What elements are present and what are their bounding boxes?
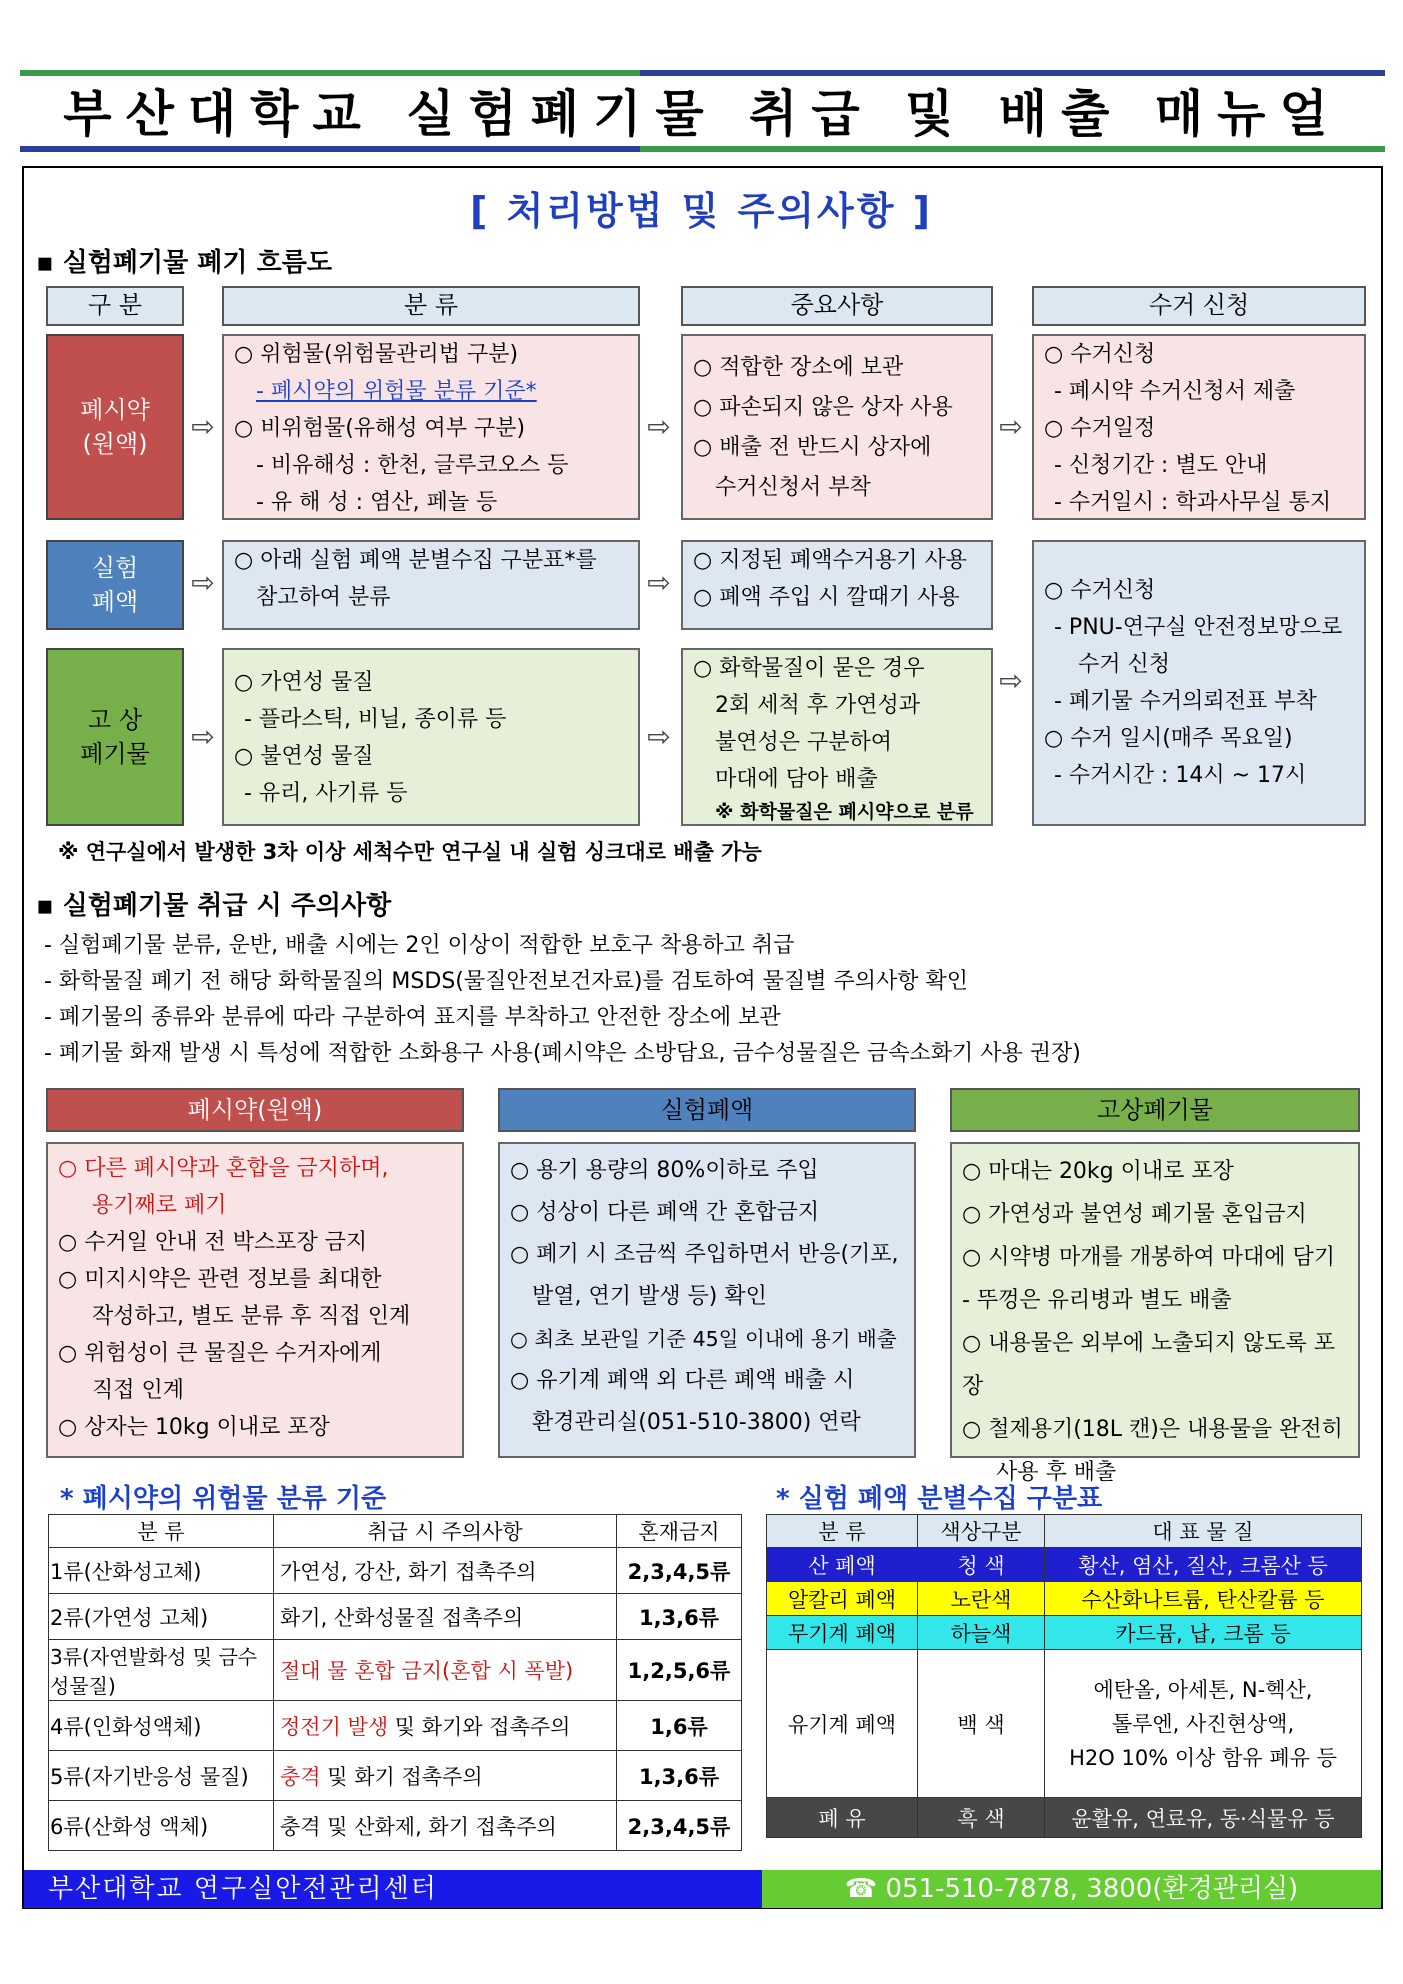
table-row: 4류(인화성액체) 정전기 발생 및 화기와 접촉주의 1,6류 bbox=[49, 1701, 742, 1751]
caution-item: - 폐기물 화재 발생 시 특성에 적합한 소화용구 사용(폐시약은 소방담요, 금수성물질은 금속소화기 사용 권장) bbox=[44, 1041, 1081, 1066]
category-reagent: 폐시약 (원액) bbox=[46, 334, 184, 520]
class-box-reagent: ○ 위험물(위험물관리법 구분) - 폐시약의 위험물 분류 기준* ○ 비위험물(유해성 여부 구분) - 비유해성 : 한천, 글루코오스 등 - 유 해 성 : 염산, 페놀 등 bbox=[222, 334, 640, 520]
card-body-solid: ○ 마대는 20kg 이내로 포장 ○ 가연성과 불연성 폐기물 혼입금지 ○ 시약병 마개를 개봉하여 마대에 담기 - 뚜껑은 유리병과 별도 배출 ○ 내용물은 외부에 노출되지 않도록 포장 ○ 철제용기(18L 캔)은 내용물을 완전히 사용 후 배출 bbox=[950, 1142, 1360, 1458]
waste-table-heading: * 실험 폐액 분별수집 구분표 bbox=[776, 1484, 1103, 1514]
important-box-liquid: ○ 지정된 폐액수거용기 사용 ○ 폐액 주입 시 깔때기 사용 bbox=[681, 540, 993, 630]
table-row: 알칼리 폐액 노란색 수산화나트륨, 탄산칼륨 등 bbox=[767, 1582, 1362, 1616]
footer-right bbox=[762, 1870, 1381, 1908]
arrow-icon: ⇨ bbox=[191, 410, 215, 443]
collect-box-shared: ○ 수거신청 - PNU-연구실 안전정보망으로 수거 신청 - 폐기물 수거의뢰전표 부착 ○ 수거 일시(매주 목요일) - 수거시간 : 14시 ~ 17시 bbox=[1032, 540, 1366, 826]
caution-list bbox=[44, 928, 1374, 1072]
arrow-icon: ⇨ bbox=[191, 566, 215, 599]
table-row: 1류(산화성고체) 가연성, 강산, 화기 접촉주의 2,3,4,5류 bbox=[49, 1548, 742, 1594]
arrow-icon: ⇨ bbox=[999, 410, 1023, 443]
caution-item: - 폐기물의 종류와 분류에 따라 구분하여 표지를 부착하고 안전한 장소에 보관 bbox=[44, 1005, 781, 1030]
card-title-reagent: 폐시약(원액) bbox=[46, 1088, 464, 1132]
header-important: 중요사항 bbox=[681, 286, 993, 326]
card-title-liquid: 실험폐액 bbox=[498, 1088, 916, 1132]
card-body-liquid: ○ 용기 용량의 80%이하로 주입 ○ 성상이 다른 폐액 간 혼합금지 ○ 폐기 시 조금씩 주입하면서 반응(기포, 발열, 연기 발생 등) 확인 ○ 최초 보관일 기준 45일 이내에 용기 배출 ○ 유기계 폐액 외 다른 폐액 배출 시 환경관리실(051-510-3800) 연락 bbox=[498, 1142, 916, 1458]
bottom-title-bar-green bbox=[640, 146, 1385, 152]
class-box-solid: ○ 가연성 물질 - 플라스틱, 비닐, 종이류 등 ○ 불연성 물질 - 유리, 사기류 등 bbox=[222, 648, 640, 826]
hazard-table-heading: * 폐시약의 위험물 분류 기준 bbox=[60, 1484, 387, 1514]
table-row: 무기계 폐액 하늘색 카드뮴, 납, 크롬 등 bbox=[767, 1616, 1362, 1650]
arrow-icon: ⇨ bbox=[647, 566, 671, 599]
table-row: 3류(자연발화성 및 금수성물질) 절대 물 혼합 금지(혼합 시 폭발) 1,2,5,6류 bbox=[49, 1640, 742, 1701]
flow-note: ※ 연구실에서 발생한 3차 이상 세척수만 연구실 내 실험 싱크대로 배출 가능 bbox=[58, 840, 762, 864]
card-title-solid: 고상폐기물 bbox=[950, 1088, 1360, 1132]
category-solid-waste: 고 상 폐기물 bbox=[46, 648, 184, 826]
category-liquid-waste: 실험 폐액 bbox=[46, 540, 184, 630]
top-bar-blue bbox=[640, 70, 1385, 76]
arrow-icon: ⇨ bbox=[191, 720, 215, 753]
class-box-liquid: ○ 아래 실험 폐액 분별수집 구분표*를 참고하여 분류 bbox=[222, 540, 640, 630]
phone-contact: ☎ 051-510-7878, 3800(환경관리실) bbox=[844, 1874, 1299, 1904]
table-row: 폐 유 흑 색 윤활유, 연료유, 동·식물유 등 bbox=[767, 1798, 1362, 1838]
header-category: 구 분 bbox=[46, 286, 184, 326]
card-body-reagent: ○ 다른 폐시약과 혼합을 금지하며, 용기째로 폐기 ○ 수거일 안내 전 박스포장 금지 ○ 미지시약은 관련 정보를 최대한 작성하고, 별도 분류 후 직접 인계 ○ 위험성이 큰 물질은 수거자에게 직접 인계 ○ 상자는 10kg 이내로 포장 bbox=[46, 1142, 464, 1458]
subtitle: [ 처리방법 및 주의사항 ] bbox=[469, 189, 934, 233]
important-box-reagent: ○ 적합한 장소에 보관 ○ 파손되지 않은 상자 사용 ○ 배출 전 반드시 상자에 수거신청서 부착 bbox=[681, 334, 993, 520]
hazard-standard-link[interactable]: - 폐시약의 위험물 분류 기준* bbox=[256, 379, 537, 404]
arrow-icon: ⇨ bbox=[647, 410, 671, 443]
page-title: 부산대학교 실험폐기물 취급 및 배출 매뉴얼 bbox=[63, 85, 1342, 143]
collect-box-reagent: ○ 수거신청 - 폐시약 수거신청서 제출 ○ 수거일정 - 신청기간 : 별도 안내 - 수거일시 : 학과사무실 통지 bbox=[1032, 334, 1366, 520]
arrow-icon: ⇨ bbox=[647, 720, 671, 753]
caution-heading: ▪ 실험폐기물 취급 시 주의사항 bbox=[36, 891, 392, 921]
flow-heading: ▪ 실험폐기물 폐기 흐름도 bbox=[36, 248, 332, 278]
table-row: 2류(가연성 고체) 화기, 산화성물질 접촉주의 1,3,6류 bbox=[49, 1594, 742, 1640]
arrow-icon: ⇨ bbox=[999, 664, 1023, 697]
bottom-title-bar-blue bbox=[20, 146, 640, 152]
header-collection: 수거 신청 bbox=[1032, 286, 1366, 326]
caution-item: - 실험폐기물 분류, 운반, 배출 시에는 2인 이상이 적합한 보호구 착용하고 취급 bbox=[44, 933, 795, 958]
table-row: 6류(산화성 액체) 충격 및 산화제, 화기 접촉주의 2,3,4,5류 bbox=[49, 1801, 742, 1851]
footer-left: 부산대학교 연구실안전관리센터 bbox=[24, 1870, 762, 1908]
table-row: 5류(자기반응성 물질) 충격 및 화기 접촉주의 1,3,6류 bbox=[49, 1751, 742, 1801]
hazard-table: 분 류 취급 시 주의사항 혼재금지 1류(산화성고체) 가연성, 강산, 화기 접촉주의 2,3,4,5류 2류(가연성 고체) 화기, 산화성물질 접촉주의 1,3,6류 3류(자연발화성 및 금수성물질) 절대 물 혼합 금지(혼합 시 폭발) 1,2,5,6류 4류(인화성액체) 정전기 발생 및 화기와 접촉주의 1,6류 5류(자기반응성 물질) 충격 및 화기 접촉주의 1,3,6류 6류(산화성 액체) 충격 및 산화제, 화기 접촉주의 2,3,4,5류 bbox=[48, 1514, 742, 1851]
header-classification: 분 류 bbox=[222, 286, 640, 326]
table-row: 유기계 폐액 백 색 에탄올, 아세톤, N-헥산, 톨루엔, 사진현상액, H2O 10% 이상 함유 폐유 등 bbox=[767, 1650, 1362, 1798]
waste-table: 분 류 색상구분 대 표 물 질 산 폐액 청 색 황산, 염산, 질산, 크롬산 등 알칼리 폐액 노란색 수산화나트륨, 탄산칼륨 등 무기계 폐액 하늘색 카드뮴, 납, 크롬 등 유기계 폐액 백 색 에탄올, 아세톤, N-헥산, 톨루엔, 사진현상액, H2O 10% 이상 함유 폐유 등 폐 유 흑 색 윤활유, 연료유, 동·식물유 등 bbox=[766, 1514, 1362, 1838]
important-box-solid: ○ 화학물질이 묻은 경우 2회 세척 후 가연성과 불연성은 구분하여 마대에 담아 배출 ※ 화학물질은 폐시약으로 분류 bbox=[681, 648, 993, 826]
caution-item: - 화학물질 폐기 전 해당 화학물질의 MSDS(물질안전보건자료)를 검토하여 물질별 주의사항 확인 bbox=[44, 969, 968, 994]
table-row: 산 폐액 청 색 황산, 염산, 질산, 크롬산 등 bbox=[767, 1548, 1362, 1582]
